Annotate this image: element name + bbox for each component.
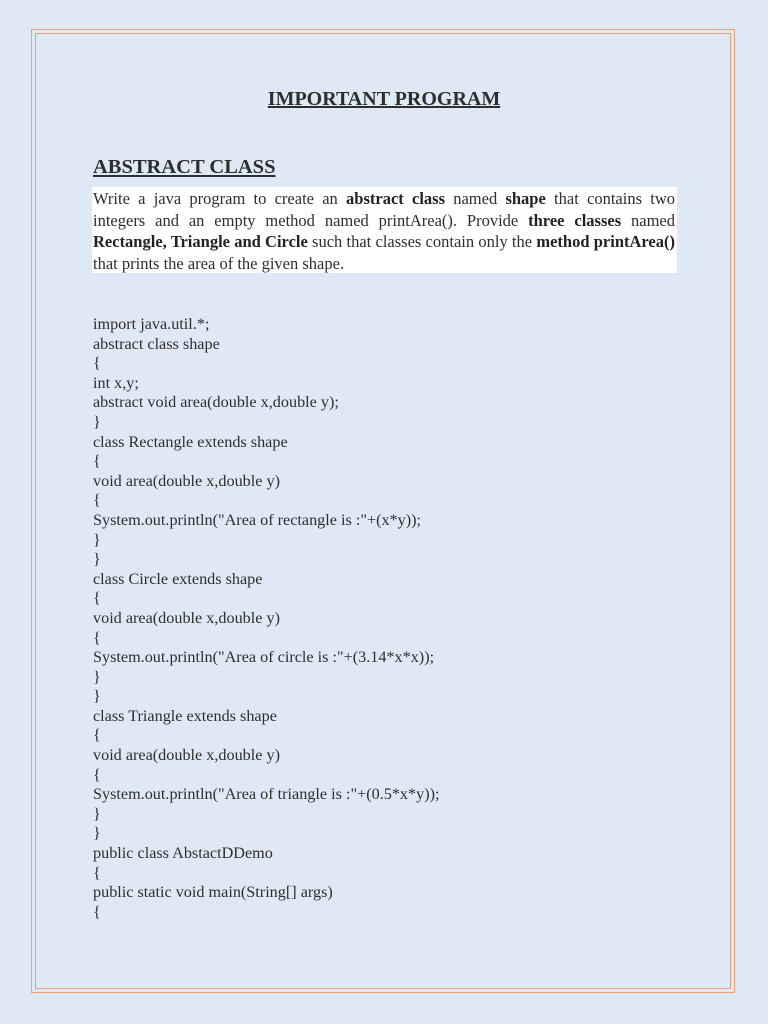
question-bold-run: three classes [528, 210, 622, 230]
question-bold-run: abstract class [346, 189, 445, 208]
code-line: { [93, 452, 101, 471]
code-line: } [93, 412, 101, 431]
code-line: { [93, 628, 101, 647]
code-line: class Triangle extends shape [93, 706, 277, 725]
code-line: public class AbstactDDemo [93, 844, 273, 863]
question-bold-run: Rectangle, Triangle and Circle [93, 232, 308, 251]
page-title: IMPORTANT PROGRAM [267, 88, 501, 110]
code-line: } [93, 804, 101, 823]
code-line: class Circle extends shape [93, 569, 263, 588]
question-text-run: that prints the area of the given shape. [93, 253, 345, 273]
code-line: { [93, 726, 101, 745]
section-heading: ABSTRACT CLASS [93, 156, 276, 178]
question-text-run: such that classes contain only the [307, 232, 537, 251]
code-line: abstract void area(double x,double y); [93, 393, 339, 412]
code-line: abstract class shape [93, 334, 220, 353]
question-bold-run: shape [505, 189, 546, 208]
question-bold-run: method printArea() [536, 232, 675, 251]
code-line: } [93, 667, 101, 686]
code-line: System.out.println("Area of rectangle is :"+(x*y)); [93, 510, 422, 529]
code-line: { [93, 902, 101, 921]
code-line: { [93, 354, 101, 373]
question-text-run: that contains two integers and an empty method named printArea(). Provide [93, 189, 675, 230]
code-line: { [93, 765, 101, 784]
code-line: void area(double x,double y) [93, 608, 280, 627]
code-line: } [93, 550, 101, 569]
code-line: class Rectangle extends shape [93, 432, 288, 451]
code-line: System.out.println("Area of triangle is :"+(0.5*x*y)); [93, 785, 440, 804]
question-text-run: Write a java program to create an [93, 189, 347, 208]
code-line: void area(double x,double y) [93, 746, 280, 765]
code-line: { [93, 589, 101, 608]
question-text-run: named [621, 210, 675, 230]
question-paragraph [92, 187, 677, 273]
code-line: int x,y; [93, 373, 139, 392]
code-line: System.out.println("Area of circle is :"+(3.14*x*x)); [93, 648, 435, 667]
code-line: public static void main(String[] args) [93, 883, 333, 902]
question-text-run: named [445, 189, 506, 208]
code-listing [93, 315, 693, 922]
code-line: import java.util.*; [93, 315, 210, 333]
code-line: { [93, 863, 101, 882]
code-line: } [93, 530, 101, 549]
code-line: void area(double x,double y) [93, 471, 280, 490]
code-line: } [93, 687, 101, 706]
code-line: } [93, 824, 101, 843]
code-line: { [93, 491, 101, 510]
